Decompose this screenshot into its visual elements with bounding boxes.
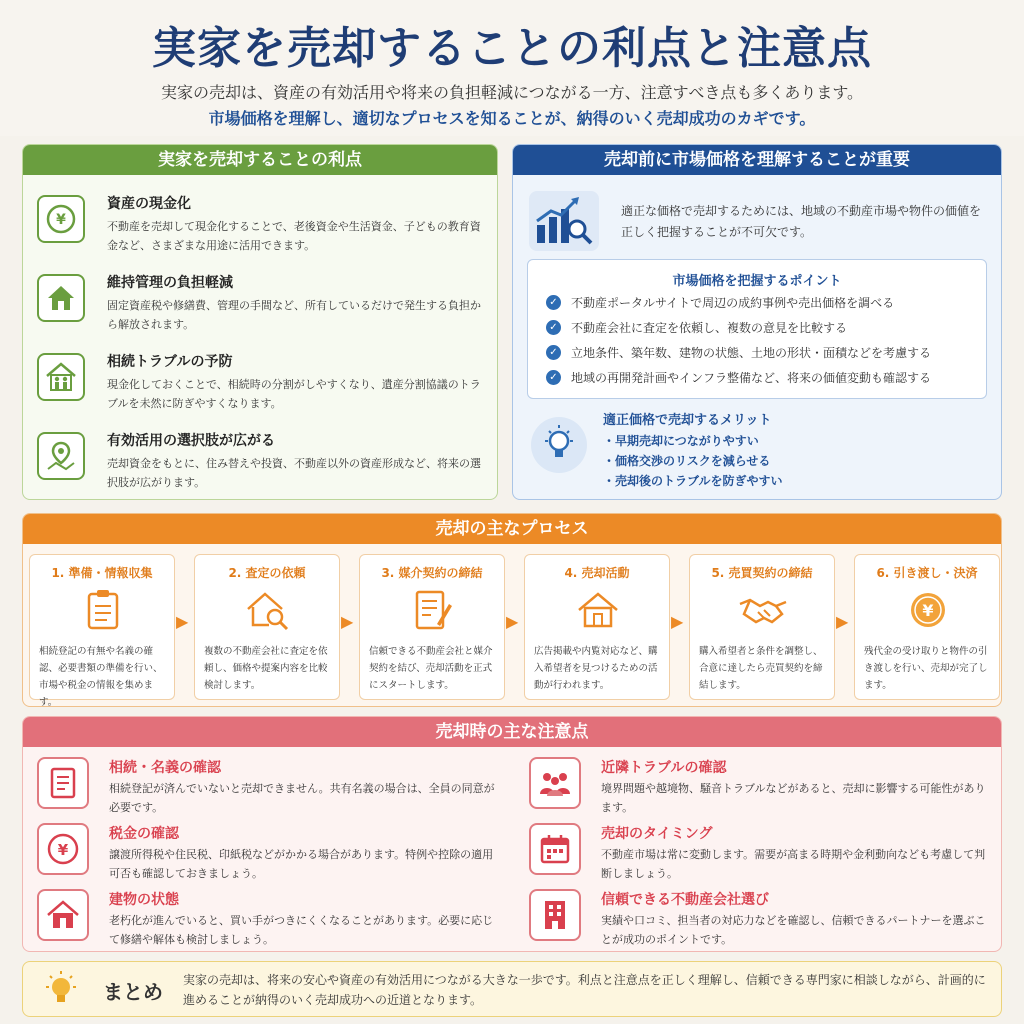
arrow-right-icon: ▶	[176, 612, 189, 631]
merit-item: ・価格交渉のリスクを減らせる	[603, 454, 771, 468]
step-desc: 相続登記の有無や名義の確認、必要書類の準備を行い、市場や税金の情報を集めます。	[39, 646, 163, 707]
lightbulb-icon	[531, 417, 587, 473]
process-step	[359, 554, 505, 700]
benefit-title: 相続トラブルの予防	[107, 354, 233, 370]
yen-coin-icon	[37, 195, 85, 243]
process-step	[194, 554, 340, 700]
merits-title: 適正価格で売却するメリット	[603, 413, 772, 428]
summary-label: まとめ	[103, 980, 163, 1004]
caution-desc: 実績や口コミ、担当者の対応力などを確認し、信頼できるパートナーを選ぶことが成功のポイントです。	[601, 914, 986, 946]
caution-title: 建物の状態	[109, 892, 179, 908]
arrow-right-icon: ▶	[506, 612, 519, 631]
market-panel	[512, 144, 1002, 500]
yen-coin-icon	[37, 823, 89, 875]
benefit-title: 維持管理の負担軽減	[107, 275, 233, 291]
point-text: 地域の再開発計画やインフラ整備など、将来の価値変動も確認する	[571, 371, 932, 385]
caution-item	[529, 821, 989, 883]
chart-magnifier-icon	[529, 191, 599, 251]
caution-desc: 相続登記が済んでいないと売却できません。共有名義の場合は、全員の同意が必要です。	[109, 782, 495, 814]
caution-item	[529, 887, 989, 949]
calendar-icon	[529, 823, 581, 875]
house-icon	[37, 889, 89, 941]
summary-panel	[22, 961, 1002, 1017]
benefit-desc: 現金化しておくことで、相続時の分割がしやすくなり、遺産分割協議のトラブルを未然に防ぎやすくなります。	[107, 378, 481, 410]
step-title: 4. 売却活動	[564, 566, 630, 580]
process-step	[854, 554, 1000, 700]
svg-text:¥: ¥	[56, 212, 66, 228]
caution-desc: 境界問題や越境物、騒音トラブルなどがあると、売却に影響する可能性があります。	[601, 782, 986, 814]
summary-text: 実家の売却は、将来の安心や資産の有効活用につながる大きな一歩です。利点と注意点を正しく理解し、信頼できる専門家に相談しながら、計画的に進めることが納得のいく売却成功への近道となります。	[183, 973, 986, 1007]
svg-text:¥: ¥	[922, 601, 934, 620]
page-subtitle-emphasis: 市場価格を理解し、適切なプロセスを知ることが、納得のいく売却成功のカギです。	[208, 109, 816, 128]
merit-item: ・早期売却につながりやすい	[603, 434, 759, 448]
check-icon: ✓	[546, 345, 561, 360]
step-desc: 購入希望者と条件を調整し、合意に達したら売買契約を締結します。	[699, 646, 823, 691]
market-intro: 適正な価格で売却するためには、地域の不動産市場や物件の価値を正しく把握することが不可欠です。	[621, 204, 982, 239]
caution-item	[37, 755, 497, 817]
market-heading: 売却前に市場価格を理解することが重要	[513, 145, 1001, 175]
check-icon: ✓	[546, 320, 561, 335]
market-points-box	[527, 259, 987, 399]
arrow-right-icon: ▶	[836, 612, 849, 631]
clipboard-icon	[78, 585, 128, 635]
point-text: 立地条件、築年数、建物の状態、土地の形状・面積などを考慮する	[571, 346, 932, 360]
benefit-item	[37, 426, 487, 498]
caution-item	[37, 887, 497, 949]
benefits-panel	[22, 144, 498, 500]
benefit-desc: 固定資産税や修繕費、管理の手間など、所有しているだけで発生する負担から解放されます。	[107, 299, 481, 331]
benefit-title: 資産の現金化	[107, 196, 191, 212]
house-icon	[37, 274, 85, 322]
step-desc: 複数の不動産会社に査定を依頼し、価格や提案内容を比較検討します。	[204, 646, 328, 691]
page-subtitle: 実家の売却は、資産の有効活用や将来の負担軽減につながる一方、注意すべき点も多くあります。	[160, 83, 864, 102]
page-title: 実家を売却することの利点と注意点	[152, 23, 872, 74]
step-title: 5. 売買契約の締結	[711, 566, 813, 580]
caution-title: 信頼できる不動産会社選び	[601, 892, 769, 908]
document-icon	[37, 757, 89, 809]
handshake-icon	[738, 585, 788, 635]
step-title: 6. 引き渡し・決済	[876, 566, 978, 580]
step-desc: 残代金の受け取りと物件の引き渡しを行い、売却が完了します。	[864, 646, 988, 691]
benefit-item	[37, 347, 487, 419]
cautions-heading: 売却時の主な注意点	[23, 717, 1001, 747]
step-desc: 信頼できる不動産会社と媒介契約を結び、売却活動を正式にスタートします。	[369, 646, 493, 691]
contract-icon	[408, 585, 458, 635]
benefit-desc: 売却資金をもとに、住み替えや投資、不動産以外の資産形成など、将来の選択肢が広がります。	[107, 457, 481, 489]
step-title: 1. 準備・情報収集	[51, 566, 153, 580]
process-step	[689, 554, 835, 700]
process-step	[29, 554, 175, 707]
market-points-title: 市場価格を把握するポイント	[672, 274, 842, 289]
step-title: 3. 媒介契約の締結	[381, 566, 483, 580]
caution-title: 売却のタイミング	[601, 826, 713, 842]
cautions-panel	[22, 716, 1002, 952]
map-pin-icon	[37, 432, 85, 480]
building-icon	[529, 889, 581, 941]
arrow-right-icon: ▶	[671, 612, 684, 631]
caution-title: 近隣トラブルの確認	[601, 760, 727, 776]
arrow-right-icon: ▶	[341, 612, 354, 631]
step-desc: 広告掲載や内覧対応など、購入希望者を見つけるための活動が行われます。	[534, 646, 658, 691]
benefit-desc: 不動産を売却して現金化することで、老後資金や生活資金、子どもの教育資金など、さまざまな用途に活用できます。	[107, 220, 481, 252]
list-item	[546, 369, 931, 386]
process-step	[524, 554, 670, 700]
point-text: 不動産会社に査定を依頼し、複数の意見を比較する	[571, 321, 848, 335]
step-title: 2. 査定の依頼	[228, 566, 306, 580]
process-heading: 売却の主なプロセス	[23, 514, 1001, 544]
caution-title: 相続・名義の確認	[109, 760, 221, 776]
caution-item	[529, 755, 989, 817]
point-text: 不動産ポータルサイトで周辺の成約事例や売出価格を調べる	[571, 296, 895, 310]
list-item	[546, 344, 931, 361]
family-house-icon	[37, 353, 85, 401]
list-item	[546, 319, 847, 336]
yen-coin-icon	[903, 585, 953, 635]
house-icon	[573, 585, 623, 635]
benefit-item	[37, 189, 487, 261]
merit-item: ・売却後のトラブルを防ぎやすい	[603, 474, 783, 488]
people-icon	[529, 757, 581, 809]
list-item	[546, 294, 894, 311]
svg-text:¥: ¥	[57, 841, 69, 859]
caution-title: 税金の確認	[109, 826, 179, 842]
check-icon: ✓	[546, 370, 561, 385]
process-panel	[22, 513, 1002, 707]
check-icon: ✓	[546, 295, 561, 310]
benefit-title: 有効活用の選択肢が広がる	[107, 433, 275, 449]
caution-desc: 老朽化が進んでいると、買い手がつきにくくなることがあります。必要に応じて修繕や解体も検討しましょう。	[109, 914, 494, 946]
caution-item	[37, 821, 497, 883]
header	[0, 0, 1024, 136]
lightbulb-icon	[39, 968, 83, 1012]
house-search-icon	[243, 585, 293, 635]
benefit-item	[37, 268, 487, 340]
caution-desc: 譲渡所得税や住民税、印紙税などがかかる場合があります。特例や控除の適用可否も確認しておきましょう。	[109, 848, 494, 880]
caution-desc: 不動産市場は常に変動します。需要が高まる時期や金利動向なども考慮して判断しましょう。	[601, 848, 986, 880]
benefits-heading: 実家を売却することの利点	[23, 145, 497, 175]
